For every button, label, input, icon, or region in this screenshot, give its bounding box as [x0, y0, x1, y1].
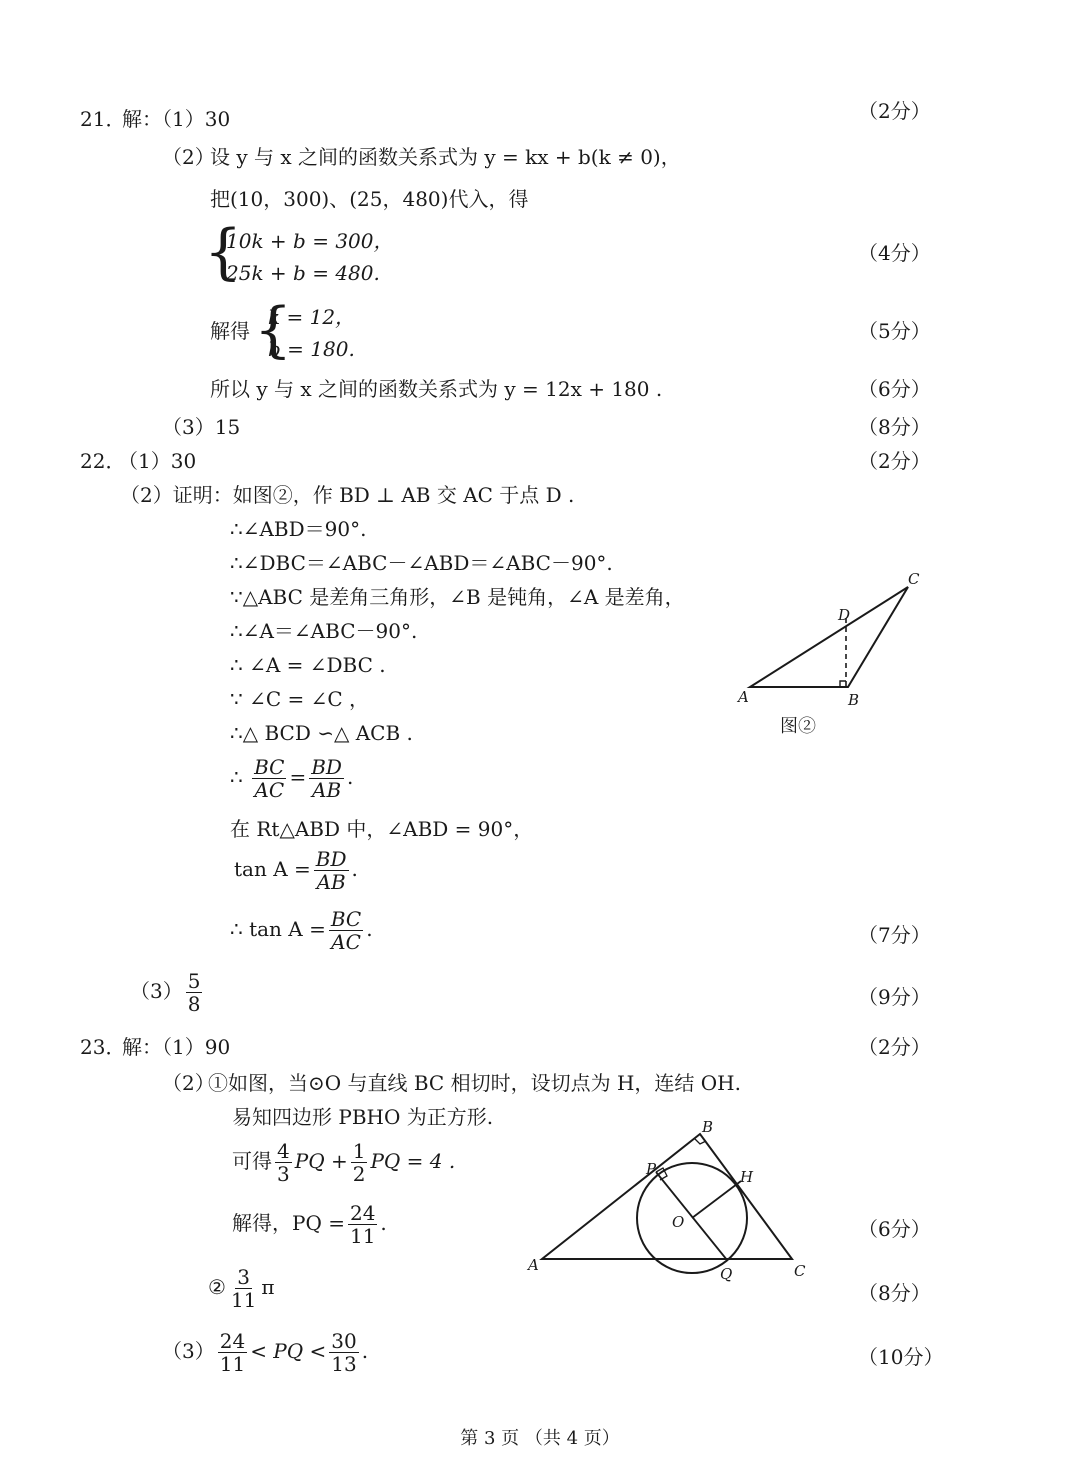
- q21-conclusion: 所以 y 与 x 之间的函数关系式为 y = 12x + 180 .: [210, 377, 663, 401]
- q21-equation-score: （4分）: [858, 241, 931, 265]
- q22-part1-score: （2分）: [858, 449, 931, 473]
- fraction-bd-ab-2: $\frac{BD}{AB}$: [315, 847, 347, 894]
- q22-step-1: ∴∠ABD＝90°.: [230, 517, 367, 541]
- label-c-q23: C: [794, 1262, 806, 1280]
- q22-step-6: ∵ ∠C = ∠C ，: [230, 687, 370, 711]
- q22-step-11-score: （7分）: [858, 923, 931, 947]
- q23-part1-score: （2分）: [858, 1035, 931, 1059]
- q21-solution-k: k = 12，: [268, 305, 356, 329]
- q21-equation-1: 10k + b = 300，: [226, 229, 394, 253]
- q21-part3-score: （8分）: [858, 415, 931, 439]
- q21-part1-score: （2分）: [858, 99, 931, 123]
- figure-q23-circle-triangle: [520, 1112, 820, 1287]
- figure-2-triangle: [730, 565, 930, 745]
- q22-step-9: 在 Rt△ABD 中，∠ABD = 90°，: [230, 817, 534, 841]
- q21-part2-label: （2）: [162, 145, 215, 169]
- q21-part2-text: 设 y 与 x 之间的函数关系式为 y = kx + b(k ≠ 0)，: [210, 145, 681, 169]
- q21-system-brace: {: [204, 217, 243, 287]
- q22-part2-intro: （2）证明：如图②，作 BD ⊥ AB 交 AC 于点 D .: [120, 483, 575, 507]
- fraction-24-11: $\frac{24}{11}$: [349, 1201, 376, 1248]
- fraction-4-3: $\frac{4}{3}$: [277, 1139, 290, 1186]
- q23-part3-score: （10分）: [858, 1345, 944, 1369]
- fraction-bc-ac: $\frac{BC}{AC}$: [254, 755, 285, 802]
- q21-equation-2: 25k + b = 480.: [226, 261, 380, 285]
- q21-number: 21．: [80, 107, 126, 131]
- q22-step-11: ∴ tan A = $\frac{BC}{AC}$ .: [230, 907, 373, 954]
- fraction-bc-ac-2: $\frac{BC}{AC}$: [330, 907, 362, 954]
- segment-oh: [692, 1181, 741, 1218]
- q22-step-2: ∴∠DBC＝∠ABC－∠ABD＝∠ABC－90°.: [230, 551, 613, 575]
- q23-part1: 解：（1）90: [122, 1035, 231, 1059]
- triangle-abc-q23: [542, 1134, 792, 1259]
- q21-solution-brace: {: [254, 295, 293, 365]
- q22-part3: （3） $\frac{5}{8}$: [130, 969, 201, 1016]
- fraction-30-13: $\frac{30}{13}$: [331, 1329, 357, 1376]
- segment-pq: [656, 1172, 727, 1260]
- label-b: B: [848, 691, 860, 709]
- q22-part3-score: （9分）: [858, 985, 931, 1009]
- q21-solution-b: b = 180.: [268, 337, 355, 361]
- q22-step-8: ∴ $\frac{BC}{AC}$ = $\frac{BD}{AB}$ .: [230, 755, 354, 802]
- triangle-abc: [750, 587, 908, 687]
- q22-part1: （1）30: [118, 449, 197, 473]
- q21-conclusion-score: （6分）: [858, 377, 931, 401]
- q22-step-4: ∴∠A＝∠ABC－90°.: [230, 619, 418, 643]
- q21-solve-label: 解得: [210, 319, 250, 343]
- q22-step-7: ∴△ BCD ∽△ ACB .: [230, 721, 413, 745]
- q23-number: 23．: [80, 1035, 126, 1059]
- label-p-q23: P: [646, 1160, 657, 1178]
- label-a: A: [738, 688, 749, 706]
- label-q-q23: Q: [720, 1265, 733, 1283]
- q23-part2-line2: 易知四边形 PBHO 为正方形.: [232, 1105, 494, 1129]
- label-d: D: [838, 606, 851, 624]
- q23-part2-line5: ② $\frac{3}{11}$ π: [208, 1265, 275, 1312]
- fraction-24-11-b: $\frac{24}{11}$: [219, 1329, 246, 1376]
- q22-step-3: ∵△ABC 是差角三角形，∠B 是钝角，∠A 是差角，: [230, 585, 685, 609]
- q22-number: 22．: [80, 449, 126, 473]
- q21-solution-score: （5分）: [858, 319, 931, 343]
- q23-part2-line3: 可得 $\frac{4}{3}$ PQ + $\frac{1}{2}$ PQ = 4 .: [232, 1139, 456, 1186]
- label-o-q23: O: [672, 1213, 685, 1231]
- page-footer: 第 3 页 （共 4 页）: [460, 1428, 620, 1449]
- fraction-3-11: $\frac{3}{11}$: [230, 1265, 257, 1312]
- label-c: C: [908, 570, 920, 588]
- q22-step-10: tan A = $\frac{BD}{AB}$ .: [234, 847, 358, 894]
- label-a-q23: A: [528, 1256, 539, 1274]
- q21-part1: 解：（1）30: [122, 107, 231, 131]
- q23-part2-line1: ①如图，当⊙O 与直线 BC 相切时，设切点为 H，连结 OH.: [208, 1071, 741, 1095]
- therefore-symbol: ∴: [230, 765, 243, 789]
- label-h-q23: H: [740, 1168, 754, 1186]
- q21-part3: （3）15: [162, 415, 241, 439]
- q23-part3: （3） $\frac{24}{11}$ < PQ < $\frac{30}{13}$ .: [162, 1329, 369, 1376]
- fraction-1-2: $\frac{1}{2}$: [352, 1139, 366, 1186]
- q23-part2-line5-score: （8分）: [858, 1281, 931, 1305]
- q23-part2-label: （2）: [162, 1071, 215, 1095]
- figure-2-caption: 图②: [780, 716, 816, 737]
- q21-substitute: 把(10，300)、(25，480)代入，得: [210, 187, 529, 211]
- q22-step-5: ∴ ∠A = ∠DBC .: [230, 653, 386, 677]
- q23-part2-line4: 解得，PQ = $\frac{24}{11}$ .: [232, 1201, 387, 1248]
- q23-part2-line4-score: （6分）: [858, 1217, 931, 1241]
- fraction-5-8: $\frac{5}{8}$: [187, 969, 201, 1016]
- label-b-q23: B: [702, 1118, 714, 1136]
- fraction-bd-ab: $\frac{BD}{AB}$: [311, 755, 342, 802]
